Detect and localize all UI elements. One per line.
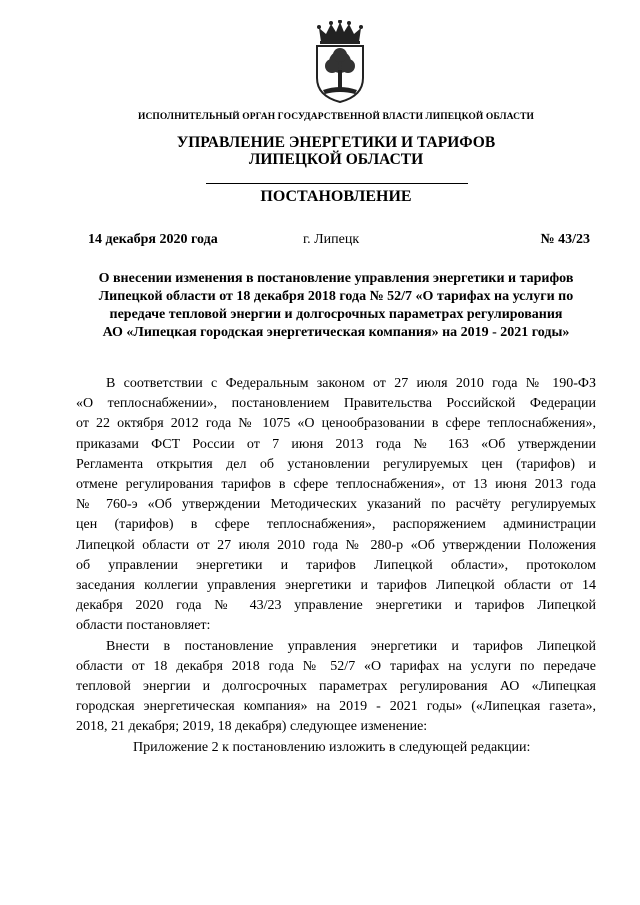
document-date: 14 декабря 2020 года [88, 232, 218, 247]
document-body [76, 374, 596, 758]
paragraph-1-line: об управлении энергетики и тарифов Липецкой области», протоколом [76, 557, 596, 573]
paragraph-1-line: Регламента открытия дел об установлении регулируемых цен (тарифов) и [76, 456, 596, 472]
paragraph-1-line: от 22 октября 2012 года № 1075 «О ценообразовании в сфере теплоснабжения», [76, 416, 596, 432]
paragraph-2-line: Внести в постановление управления энергетики и тарифов Липецкой [106, 638, 596, 654]
department-line-1: УПРАВЛЕНИЕ ЭНЕРГЕТИКИ И ТАРИФОВ [176, 134, 496, 151]
department-line-2: ЛИПЕЦКОЙ ОБЛАСТИ [248, 151, 424, 168]
title-line: передаче тепловой энергии и долгосрочных параметрах регулирования [109, 307, 563, 322]
paragraph-2-line: 2018, 21 декабря; 2019, 18 декабря) следующее изменение: [76, 719, 428, 735]
paragraph-2-line: области от 18 декабря 2018 года № 52/7 «О тарифах на услуги по передаче [76, 658, 596, 674]
title-line: АО «Липецкая городская энергетическая компания» на 2019 - 2021 годы» [102, 325, 570, 340]
paragraph-1-line: области постановляет: [76, 618, 211, 634]
paragraph-1-line: Липецкой области от 27 июля 2010 года № 280-р «Об утверждении Положения [76, 537, 596, 553]
paragraph-1-line: «О теплоснабжении», постановлением Правительства Российской Федерации [76, 396, 596, 412]
title-line: Липецкой области от 18 декабря 2018 года № 52/7 «О тарифах на услуги по [98, 289, 574, 304]
header-divider [206, 183, 468, 184]
paragraph-1-line: приказами ФСТ России от 7 июня 2013 года № 163 «Об утверждении [76, 436, 596, 452]
paragraph-1-line: № 760-э «Об утверждении Методических указаний по расчёту регулируемых [76, 497, 596, 513]
paragraph-2-line: городская энергетическая компания» на 2019 - 2021 годы» («Липецкая газета», [76, 699, 596, 715]
department-name [0, 134, 640, 168]
document-type: ПОСТАНОВЛЕНИЕ [260, 188, 412, 205]
paragraph-1-line: декабря 2020 года № 43/23 управление энергетики и тарифов Липецкой [76, 598, 596, 614]
document-number: № 43/23 [540, 232, 590, 247]
coat-of-arms-icon [311, 20, 369, 104]
paragraph-1-line: заседания коллегии управления энергетики и тарифов Липецкой области от 14 [76, 578, 596, 594]
issuing-authority: ИСПОЛНИТЕЛЬНЫЙ ОРГАН ГОСУДАРСТВЕННОЙ ВЛАСТИ ЛИПЕЦКОЙ ОБЛАСТИ [137, 112, 535, 122]
document-title [70, 270, 602, 342]
document-city: г. Липецк [303, 232, 360, 247]
paragraph-1-line: цен (тарифов) в сфере теплоснабжения», распоряжением администрации [76, 517, 596, 533]
paragraph-1-line: В соответствии с Федеральным законом от 27 июля 2010 года № 190-ФЗ [106, 376, 596, 391]
title-line: О внесении изменения в постановление управления энергетики и тарифов [98, 271, 574, 286]
paragraph-2-line: тепловой энергии и долгосрочных параметрах регулирования АО «Липецкая [76, 679, 596, 695]
paragraph-3-line: Приложение 2 к постановлению изложить в следующей редакции: [133, 739, 531, 755]
paragraph-1-line: отмене регулирования тарифов в сфере теплоснабжения», от 13 июня 2013 года [76, 477, 596, 493]
